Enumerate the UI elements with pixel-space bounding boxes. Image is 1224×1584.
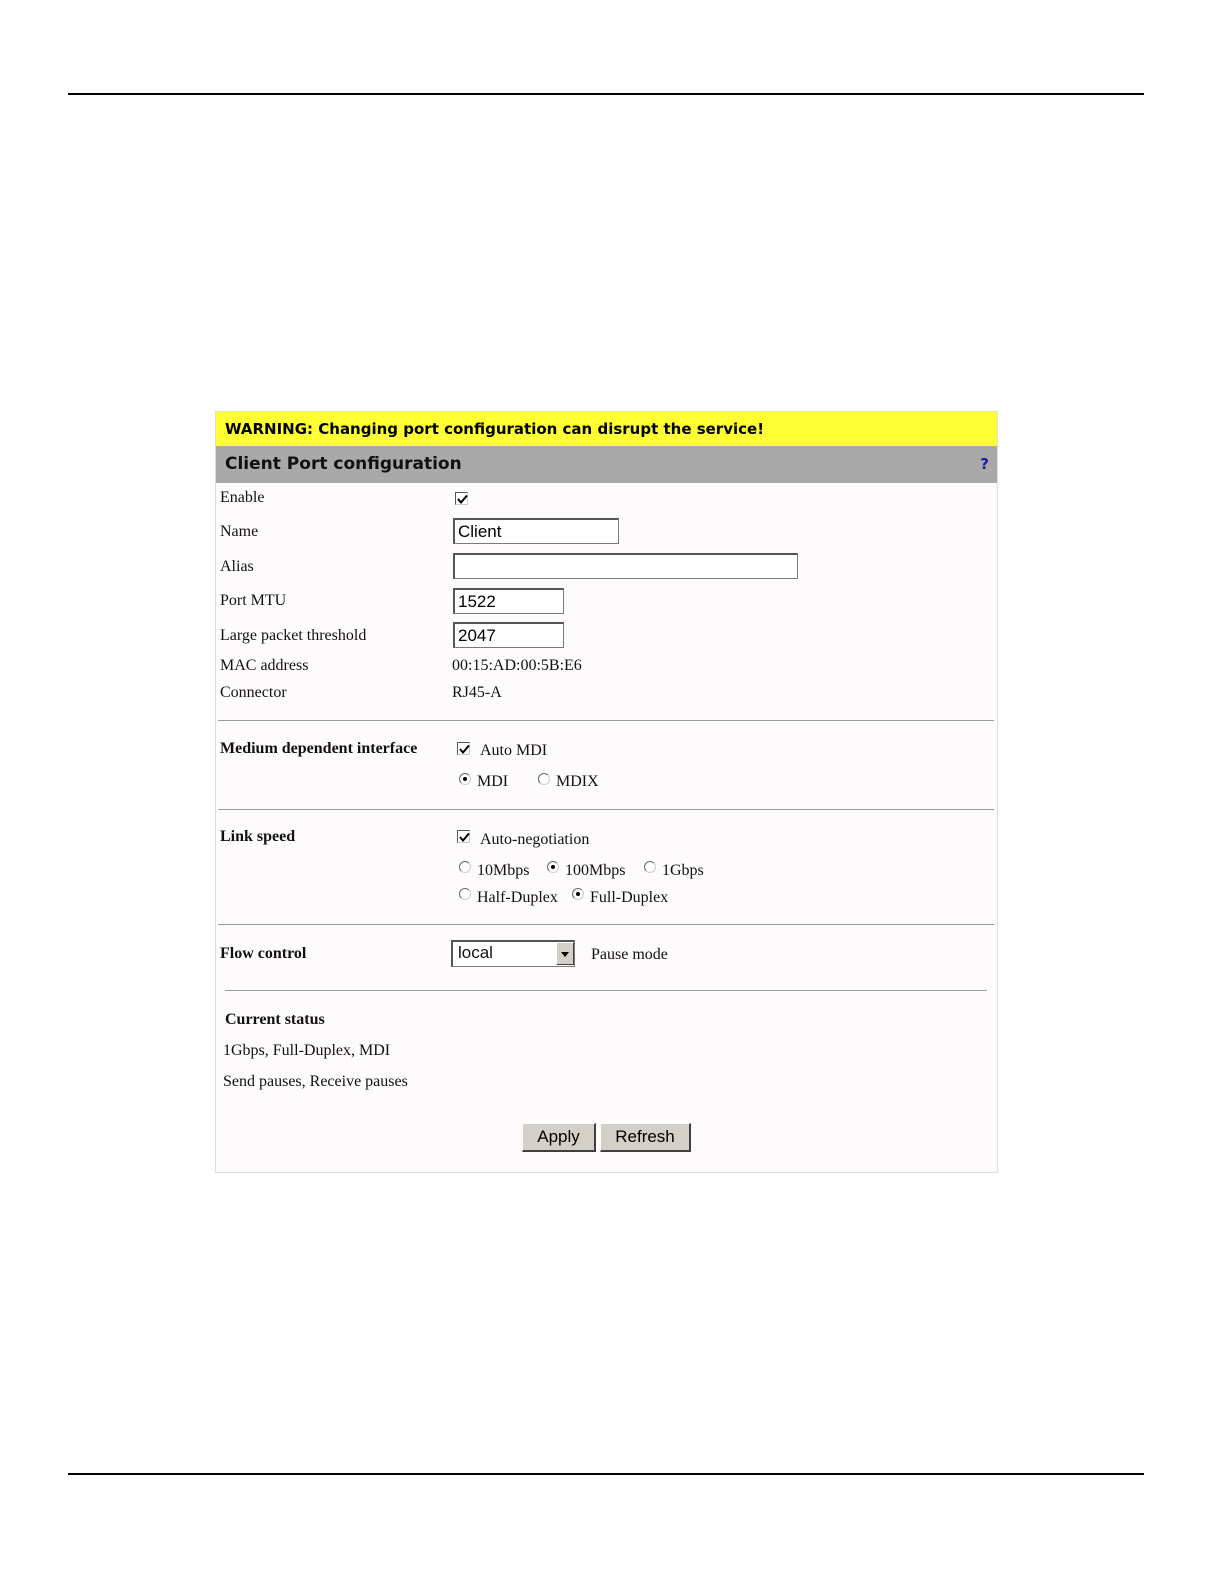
speed-10mbps-label: 10Mbps [477, 862, 530, 879]
chevron-down-icon[interactable] [556, 942, 574, 965]
checkmark-icon [458, 831, 471, 844]
half-duplex-radio[interactable] [459, 888, 471, 900]
auto-mdi-checkbox[interactable] [457, 742, 470, 755]
large-packet-label: Large packet threshold [220, 627, 367, 644]
pause-mode-label: Pause mode [591, 946, 668, 963]
separator [218, 809, 994, 811]
auto-negotiation-label: Auto-negotiation [480, 831, 590, 848]
enable-checkbox[interactable] [455, 492, 468, 505]
mac-address-value: 00:15:AD:00:5B:E6 [452, 657, 582, 674]
port-mtu-input[interactable] [453, 588, 564, 614]
checkmark-icon [456, 493, 469, 506]
link-speed-label: Link speed [220, 828, 296, 845]
enable-label: Enable [220, 489, 265, 506]
separator [225, 990, 987, 992]
speed-100mbps-radio[interactable] [547, 861, 559, 873]
status-line-pauses: Send pauses, Receive pauses [223, 1073, 408, 1090]
full-duplex-label: Full-Duplex [590, 889, 669, 906]
page-top-rule [68, 93, 1144, 95]
name-label: Name [220, 523, 259, 540]
full-duplex-radio[interactable] [572, 888, 584, 900]
half-duplex-label: Half-Duplex [477, 889, 558, 906]
auto-negotiation-checkbox[interactable] [457, 830, 470, 843]
mdi-radio[interactable] [459, 773, 471, 785]
connector-value: RJ45-A [452, 684, 502, 701]
flow-control-select[interactable] [451, 940, 575, 967]
mac-address-label: MAC address [220, 657, 309, 674]
flow-control-label: Flow control [220, 945, 307, 962]
help-icon[interactable]: ? [980, 455, 989, 473]
panel-title-bar [216, 446, 997, 483]
speed-10mbps-radio[interactable] [459, 861, 471, 873]
speed-1gbps-radio[interactable] [644, 861, 656, 873]
page-bottom-rule [68, 1473, 1144, 1475]
auto-mdi-label: Auto MDI [480, 742, 548, 759]
separator [218, 720, 994, 722]
name-input[interactable] [453, 518, 619, 544]
mdi-label: Medium dependent interface [220, 740, 418, 757]
panel-title: Client Port configuration [225, 454, 462, 474]
alias-label: Alias [220, 558, 254, 575]
apply-button[interactable]: Apply [522, 1123, 596, 1152]
connector-label: Connector [220, 684, 287, 701]
alias-input[interactable] [453, 553, 798, 579]
port-mtu-label: Port MTU [220, 592, 287, 609]
current-status-title: Current status [225, 1011, 325, 1028]
refresh-button[interactable]: Refresh [600, 1123, 691, 1152]
separator [218, 924, 994, 926]
flow-control-value: local [458, 943, 493, 962]
checkmark-icon [458, 743, 471, 756]
mdix-radio[interactable] [538, 773, 550, 785]
warning-banner: WARNING: Changing port configuration can disrupt the service! [216, 412, 997, 446]
mdi-option-label: MDI [477, 773, 509, 790]
speed-1gbps-label: 1Gbps [662, 862, 704, 879]
large-packet-input[interactable] [453, 622, 564, 648]
client-port-config-panel [215, 411, 998, 1173]
status-line-speed: 1Gbps, Full-Duplex, MDI [223, 1042, 391, 1059]
speed-100mbps-label: 100Mbps [565, 862, 626, 879]
mdix-option-label: MDIX [556, 773, 599, 790]
